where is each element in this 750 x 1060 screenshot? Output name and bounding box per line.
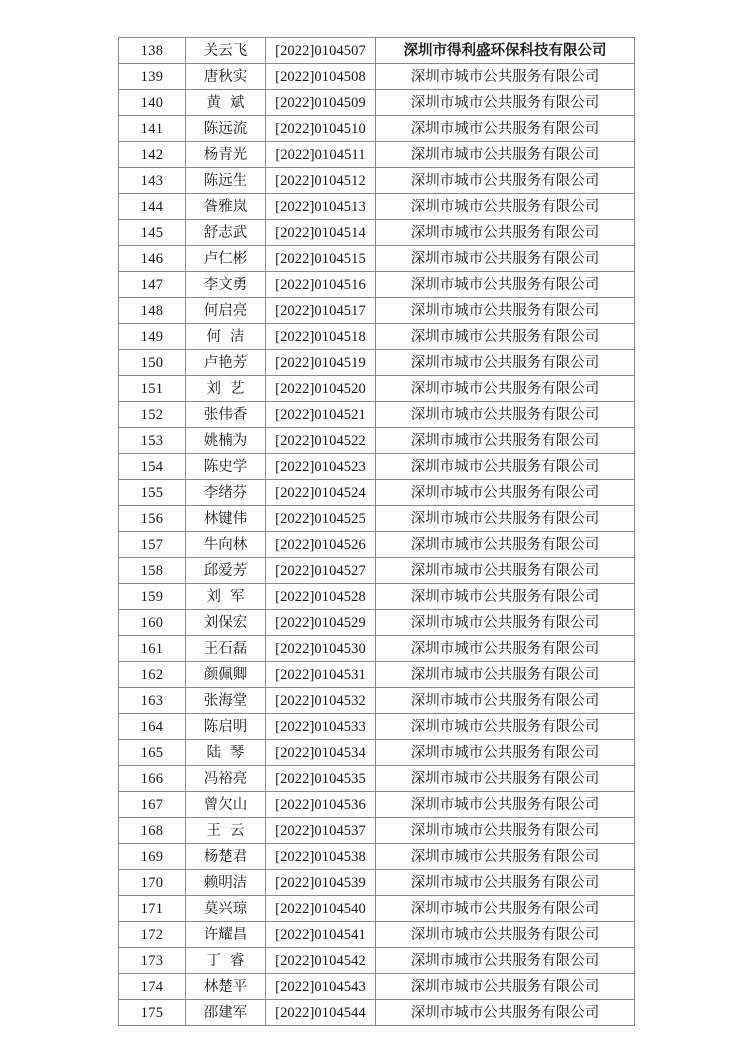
cell-certificate-number: [2022]0104516 <box>266 272 376 298</box>
cell-organization-name: 深圳市得利盛环保科技有限公司 <box>376 38 635 64</box>
cell-person-name <box>186 168 266 194</box>
cell-certificate-number: [2022]0104527 <box>266 558 376 584</box>
cell-organization-name: 深圳市城市公共服务有限公司 <box>376 558 635 584</box>
cell-certificate-number: [2022]0104514 <box>266 220 376 246</box>
cell-certificate-number: [2022]0104543 <box>266 974 376 1000</box>
cell-certificate-number: [2022]0104510 <box>266 116 376 142</box>
cell-certificate-number: [2022]0104532 <box>266 688 376 714</box>
person-name-text: 卢艳芳 <box>203 354 248 371</box>
table-row <box>119 64 635 90</box>
cell-certificate-number: [2022]0104530 <box>266 636 376 662</box>
person-name-text: 赖明洁 <box>203 874 248 891</box>
cell-organization-name: 深圳市城市公共服务有限公司 <box>376 714 635 740</box>
table-row <box>119 740 635 766</box>
cell-organization-name: 深圳市城市公共服务有限公司 <box>376 64 635 90</box>
person-name-text: 关云飞 <box>203 42 248 59</box>
table-row <box>119 38 635 64</box>
table-row <box>119 402 635 428</box>
cell-person-name <box>186 142 266 168</box>
cell-person-name <box>186 792 266 818</box>
table-row <box>119 688 635 714</box>
person-name-text: 杨青光 <box>203 146 248 163</box>
cell-certificate-number: [2022]0104539 <box>266 870 376 896</box>
table-row <box>119 298 635 324</box>
table-row <box>119 766 635 792</box>
cell-organization-name: 深圳市城市公共服务有限公司 <box>376 454 635 480</box>
person-name-text: 姚楠为 <box>203 432 248 449</box>
cell-person-name <box>186 376 266 402</box>
table-row <box>119 1000 635 1026</box>
cell-certificate-number: [2022]0104519 <box>266 350 376 376</box>
cell-certificate-number: [2022]0104512 <box>266 168 376 194</box>
table-row <box>119 116 635 142</box>
cell-sequence-number: 157 <box>119 532 186 558</box>
cell-organization-name: 深圳市城市公共服务有限公司 <box>376 792 635 818</box>
cell-certificate-number: [2022]0104544 <box>266 1000 376 1026</box>
person-name-text: 莫兴琼 <box>203 900 248 917</box>
cell-person-name <box>186 896 266 922</box>
cell-sequence-number: 143 <box>119 168 186 194</box>
cell-person-name <box>186 818 266 844</box>
cell-organization-name: 深圳市城市公共服务有限公司 <box>376 376 635 402</box>
person-name-text: 张伟香 <box>203 406 248 423</box>
table-row <box>119 168 635 194</box>
cell-person-name <box>186 1000 266 1026</box>
cell-organization-name: 深圳市城市公共服务有限公司 <box>376 402 635 428</box>
cell-certificate-number: [2022]0104529 <box>266 610 376 636</box>
cell-sequence-number: 166 <box>119 766 186 792</box>
cell-person-name <box>186 610 266 636</box>
cell-sequence-number: 174 <box>119 974 186 1000</box>
cell-sequence-number: 151 <box>119 376 186 402</box>
cell-organization-name: 深圳市城市公共服务有限公司 <box>376 220 635 246</box>
cell-sequence-number: 156 <box>119 506 186 532</box>
cell-person-name <box>186 220 266 246</box>
cell-person-name <box>186 116 266 142</box>
cell-person-name <box>186 324 266 350</box>
cell-person-name <box>186 922 266 948</box>
cell-certificate-number: [2022]0104526 <box>266 532 376 558</box>
person-name-text: 舒志武 <box>203 224 248 241</box>
cell-sequence-number: 168 <box>119 818 186 844</box>
cell-sequence-number: 161 <box>119 636 186 662</box>
cell-organization-name: 深圳市城市公共服务有限公司 <box>376 506 635 532</box>
cell-sequence-number: 139 <box>119 64 186 90</box>
cell-sequence-number: 150 <box>119 350 186 376</box>
cell-person-name <box>186 636 266 662</box>
cell-person-name <box>186 714 266 740</box>
cell-sequence-number: 147 <box>119 272 186 298</box>
cell-person-name <box>186 298 266 324</box>
cell-person-name <box>186 246 266 272</box>
table-row <box>119 714 635 740</box>
cell-sequence-number: 167 <box>119 792 186 818</box>
cell-person-name <box>186 870 266 896</box>
person-name-text: 李绪芬 <box>203 484 248 501</box>
person-name-text: 刘军 <box>206 588 254 605</box>
table-row <box>119 350 635 376</box>
cell-sequence-number: 169 <box>119 844 186 870</box>
cell-organization-name: 深圳市城市公共服务有限公司 <box>376 948 635 974</box>
person-name-text: 昝雅岚 <box>203 198 248 215</box>
cell-sequence-number: 173 <box>119 948 186 974</box>
cell-organization-name: 深圳市城市公共服务有限公司 <box>376 870 635 896</box>
cell-certificate-number: [2022]0104535 <box>266 766 376 792</box>
person-name-text: 杨楚君 <box>203 848 248 865</box>
cell-person-name <box>186 844 266 870</box>
person-name-text: 林楚平 <box>203 978 248 995</box>
cell-organization-name: 深圳市城市公共服务有限公司 <box>376 428 635 454</box>
person-name-text: 刘艺 <box>206 380 254 397</box>
cell-organization-name: 深圳市城市公共服务有限公司 <box>376 116 635 142</box>
person-name-text: 牛向林 <box>203 536 248 553</box>
cell-person-name <box>186 584 266 610</box>
cell-sequence-number: 170 <box>119 870 186 896</box>
cell-organization-name: 深圳市城市公共服务有限公司 <box>376 766 635 792</box>
cell-sequence-number: 165 <box>119 740 186 766</box>
cell-sequence-number: 148 <box>119 298 186 324</box>
person-name-text: 颜佩卿 <box>203 666 248 683</box>
person-name-text: 张海堂 <box>203 692 248 709</box>
cell-person-name <box>186 740 266 766</box>
table-row <box>119 428 635 454</box>
table-row <box>119 194 635 220</box>
table-row <box>119 532 635 558</box>
cell-sequence-number: 164 <box>119 714 186 740</box>
table-row <box>119 844 635 870</box>
cell-person-name <box>186 454 266 480</box>
roster-table-body <box>119 38 635 1026</box>
cell-person-name <box>186 766 266 792</box>
person-name-text: 许耀昌 <box>203 926 248 943</box>
cell-certificate-number: [2022]0104524 <box>266 480 376 506</box>
cell-certificate-number: [2022]0104536 <box>266 792 376 818</box>
table-row <box>119 636 635 662</box>
cell-certificate-number: [2022]0104511 <box>266 142 376 168</box>
table-row <box>119 376 635 402</box>
cell-organization-name: 深圳市城市公共服务有限公司 <box>376 480 635 506</box>
table-row <box>119 220 635 246</box>
person-name-text: 王云 <box>206 822 254 839</box>
cell-person-name <box>186 64 266 90</box>
roster-table <box>118 37 635 1026</box>
person-name-text: 邱爱芳 <box>203 562 248 579</box>
cell-certificate-number: [2022]0104515 <box>266 246 376 272</box>
table-row <box>119 506 635 532</box>
person-name-text: 冯裕亮 <box>203 770 248 787</box>
cell-certificate-number: [2022]0104534 <box>266 740 376 766</box>
cell-person-name <box>186 428 266 454</box>
table-row <box>119 792 635 818</box>
person-name-text: 卢仁彬 <box>203 250 248 267</box>
cell-certificate-number: [2022]0104523 <box>266 454 376 480</box>
cell-certificate-number: [2022]0104542 <box>266 948 376 974</box>
cell-sequence-number: 152 <box>119 402 186 428</box>
person-name-text: 陆琴 <box>206 744 254 761</box>
person-name-text: 陈远流 <box>203 120 248 137</box>
cell-organization-name: 深圳市城市公共服务有限公司 <box>376 818 635 844</box>
table-row <box>119 142 635 168</box>
cell-person-name <box>186 350 266 376</box>
cell-organization-name: 深圳市城市公共服务有限公司 <box>376 324 635 350</box>
person-name-text: 邵建军 <box>203 1004 248 1021</box>
cell-sequence-number: 163 <box>119 688 186 714</box>
table-row <box>119 584 635 610</box>
cell-certificate-number: [2022]0104518 <box>266 324 376 350</box>
cell-sequence-number: 146 <box>119 246 186 272</box>
person-name-text: 陈史学 <box>203 458 248 475</box>
cell-person-name <box>186 558 266 584</box>
cell-organization-name: 深圳市城市公共服务有限公司 <box>376 1000 635 1026</box>
table-row <box>119 454 635 480</box>
table-row <box>119 558 635 584</box>
table-row <box>119 896 635 922</box>
roster-table-container <box>118 37 634 1026</box>
cell-person-name <box>186 402 266 428</box>
cell-sequence-number: 141 <box>119 116 186 142</box>
table-row <box>119 818 635 844</box>
person-name-text: 丁睿 <box>206 952 254 969</box>
table-row <box>119 922 635 948</box>
table-row <box>119 90 635 116</box>
cell-sequence-number: 175 <box>119 1000 186 1026</box>
cell-sequence-number: 145 <box>119 220 186 246</box>
cell-certificate-number: [2022]0104520 <box>266 376 376 402</box>
cell-person-name <box>186 688 266 714</box>
cell-person-name <box>186 90 266 116</box>
cell-sequence-number: 160 <box>119 610 186 636</box>
cell-certificate-number: [2022]0104531 <box>266 662 376 688</box>
cell-person-name <box>186 662 266 688</box>
person-name-text: 何洁 <box>206 328 254 345</box>
cell-sequence-number: 154 <box>119 454 186 480</box>
cell-organization-name: 深圳市城市公共服务有限公司 <box>376 584 635 610</box>
cell-organization-name: 深圳市城市公共服务有限公司 <box>376 246 635 272</box>
table-row <box>119 974 635 1000</box>
cell-certificate-number: [2022]0104513 <box>266 194 376 220</box>
cell-certificate-number: [2022]0104533 <box>266 714 376 740</box>
cell-sequence-number: 153 <box>119 428 186 454</box>
cell-certificate-number: [2022]0104525 <box>266 506 376 532</box>
cell-sequence-number: 158 <box>119 558 186 584</box>
cell-sequence-number: 159 <box>119 584 186 610</box>
cell-organization-name: 深圳市城市公共服务有限公司 <box>376 168 635 194</box>
cell-sequence-number: 142 <box>119 142 186 168</box>
cell-organization-name: 深圳市城市公共服务有限公司 <box>376 896 635 922</box>
person-name-text: 黄斌 <box>206 94 254 111</box>
table-row <box>119 324 635 350</box>
table-row <box>119 662 635 688</box>
cell-person-name <box>186 480 266 506</box>
cell-person-name <box>186 272 266 298</box>
cell-sequence-number: 155 <box>119 480 186 506</box>
cell-organization-name: 深圳市城市公共服务有限公司 <box>376 298 635 324</box>
cell-sequence-number: 171 <box>119 896 186 922</box>
cell-organization-name: 深圳市城市公共服务有限公司 <box>376 532 635 558</box>
cell-person-name <box>186 532 266 558</box>
cell-certificate-number: [2022]0104522 <box>266 428 376 454</box>
cell-certificate-number: [2022]0104507 <box>266 38 376 64</box>
cell-organization-name: 深圳市城市公共服务有限公司 <box>376 90 635 116</box>
person-name-text: 林键伟 <box>203 510 248 527</box>
person-name-text: 刘保宏 <box>203 614 248 631</box>
cell-sequence-number: 162 <box>119 662 186 688</box>
cell-organization-name: 深圳市城市公共服务有限公司 <box>376 688 635 714</box>
cell-organization-name: 深圳市城市公共服务有限公司 <box>376 142 635 168</box>
cell-organization-name: 深圳市城市公共服务有限公司 <box>376 740 635 766</box>
cell-organization-name: 深圳市城市公共服务有限公司 <box>376 922 635 948</box>
table-row <box>119 246 635 272</box>
cell-person-name <box>186 38 266 64</box>
cell-organization-name: 深圳市城市公共服务有限公司 <box>376 350 635 376</box>
cell-certificate-number: [2022]0104521 <box>266 402 376 428</box>
cell-sequence-number: 140 <box>119 90 186 116</box>
cell-certificate-number: [2022]0104537 <box>266 818 376 844</box>
person-name-text: 唐秋实 <box>203 68 248 85</box>
cell-organization-name: 深圳市城市公共服务有限公司 <box>376 974 635 1000</box>
cell-sequence-number: 144 <box>119 194 186 220</box>
table-row <box>119 610 635 636</box>
cell-organization-name: 深圳市城市公共服务有限公司 <box>376 194 635 220</box>
table-row <box>119 870 635 896</box>
cell-sequence-number: 149 <box>119 324 186 350</box>
cell-sequence-number: 172 <box>119 922 186 948</box>
cell-certificate-number: [2022]0104540 <box>266 896 376 922</box>
cell-sequence-number: 138 <box>119 38 186 64</box>
table-row <box>119 272 635 298</box>
table-row <box>119 948 635 974</box>
person-name-text: 陈远生 <box>203 172 248 189</box>
cell-person-name <box>186 194 266 220</box>
cell-person-name <box>186 948 266 974</box>
person-name-text: 何启亮 <box>203 302 248 319</box>
cell-organization-name: 深圳市城市公共服务有限公司 <box>376 636 635 662</box>
cell-certificate-number: [2022]0104528 <box>266 584 376 610</box>
person-name-text: 王石磊 <box>203 640 248 657</box>
cell-person-name <box>186 974 266 1000</box>
table-row <box>119 480 635 506</box>
cell-certificate-number: [2022]0104509 <box>266 90 376 116</box>
cell-certificate-number: [2022]0104538 <box>266 844 376 870</box>
person-name-text: 曾欠山 <box>203 796 248 813</box>
person-name-text: 陈启明 <box>203 718 248 735</box>
cell-certificate-number: [2022]0104541 <box>266 922 376 948</box>
cell-certificate-number: [2022]0104517 <box>266 298 376 324</box>
person-name-text: 李文勇 <box>203 276 248 293</box>
cell-organization-name: 深圳市城市公共服务有限公司 <box>376 844 635 870</box>
cell-person-name <box>186 506 266 532</box>
cell-organization-name: 深圳市城市公共服务有限公司 <box>376 662 635 688</box>
cell-organization-name: 深圳市城市公共服务有限公司 <box>376 610 635 636</box>
cell-organization-name: 深圳市城市公共服务有限公司 <box>376 272 635 298</box>
cell-certificate-number: [2022]0104508 <box>266 64 376 90</box>
